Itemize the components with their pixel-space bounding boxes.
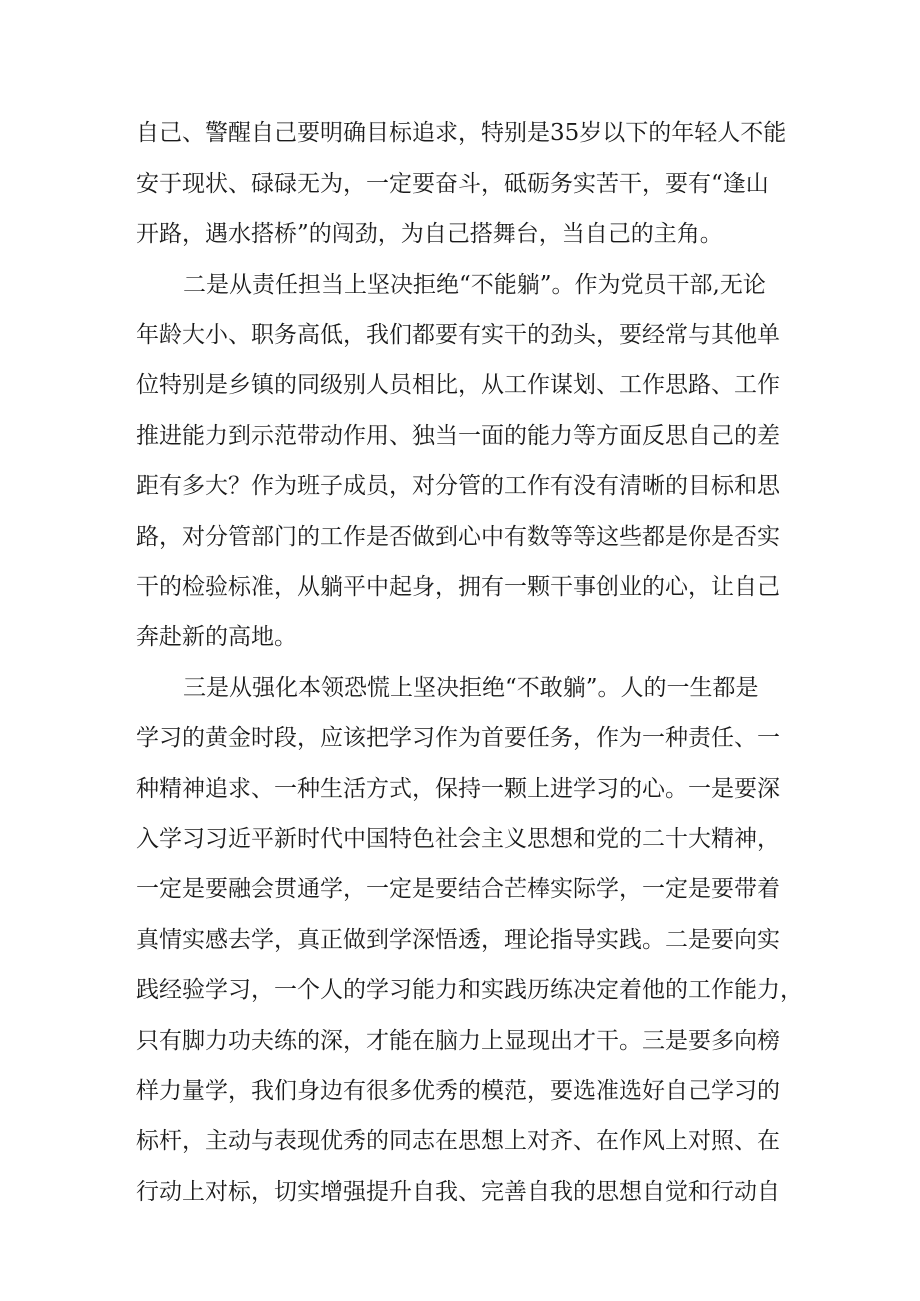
text-line-18: 践经验学习，一个人的学习能力和实践历练决定着他的工作能力， [136, 977, 803, 1003]
text-line-20: 样力量学，我们身边有很多优秀的模范，要选准选好自己学习的 [136, 1078, 780, 1104]
text-line-3: 开路，遇水搭桥”的闯劲，为自己搭舞台，当自己的主角。 [136, 221, 723, 247]
text-line-11: 奔赴新的高地。 [136, 624, 297, 650]
text-line-10: 干的检验标准，从躺平中起身，拥有一颗干事创业的心，让自己 [136, 574, 780, 600]
text-line-12: 三是从强化本领恐慌上坚决拒绝“不敢躺”。人的一生都是 [183, 675, 759, 701]
text-line-2: 安于现状、碌碌无为，一定要奋斗，砥砺务实苦干，要有“逢山 [136, 171, 769, 197]
text-line-6: 位特别是乡镇的同级别人员相比，从工作谋划、工作思路、工作 [136, 372, 780, 398]
text-line-7: 推进能力到示范带动作用、独当一面的能力等方面反思自己的差 [136, 423, 780, 449]
text-line-21: 标杆，主动与表现优秀的同志在思想上对齐、在作风上对照、在 [136, 1128, 780, 1154]
text-line-8: 距有多大？作为班子成员，对分管的工作有没有清晰的目标和思 [136, 473, 780, 499]
text-line-9: 路，对分管部门的工作是否做到心中有数等等这些都是你是否实 [136, 524, 780, 550]
text-line-14: 种精神追求、一种生活方式，保持一颗上进学习的心。一是要深 [136, 776, 780, 802]
text-line-19: 只有脚力功夫练的深，才能在脑力上显现出才干。三是要多向榜 [136, 1028, 780, 1054]
text-line-5: 年龄大小、职务高低，我们都要有实干的劲头，要经常与其他单 [136, 322, 780, 348]
text-line-15: 入学习习近平新时代中国特色社会主义思想和党的二十大精神， [136, 826, 780, 852]
text-line-22: 行动上对标，切实增强提升自我、完善自我的思想自觉和行动自 [136, 1179, 780, 1205]
text-line-13: 学习的黄金时段，应该把学习作为首要任务，作为一种责任、一 [136, 725, 780, 751]
text-line-1: 自己、警醒自己要明确目标追求，特别是35岁以下的年轻人不能 [136, 120, 787, 146]
text-line-16: 一定是要融会贯通学，一定是要结合芒棒实际学，一定是要带着 [136, 876, 780, 902]
text-line-4: 二是从责任担当上坚决拒绝“不能躺”。作为党员干部,无论 [183, 272, 766, 298]
text-line-17: 真情实感去学，真正做到学深悟透，理论指导实践。二是要向实 [136, 927, 780, 953]
